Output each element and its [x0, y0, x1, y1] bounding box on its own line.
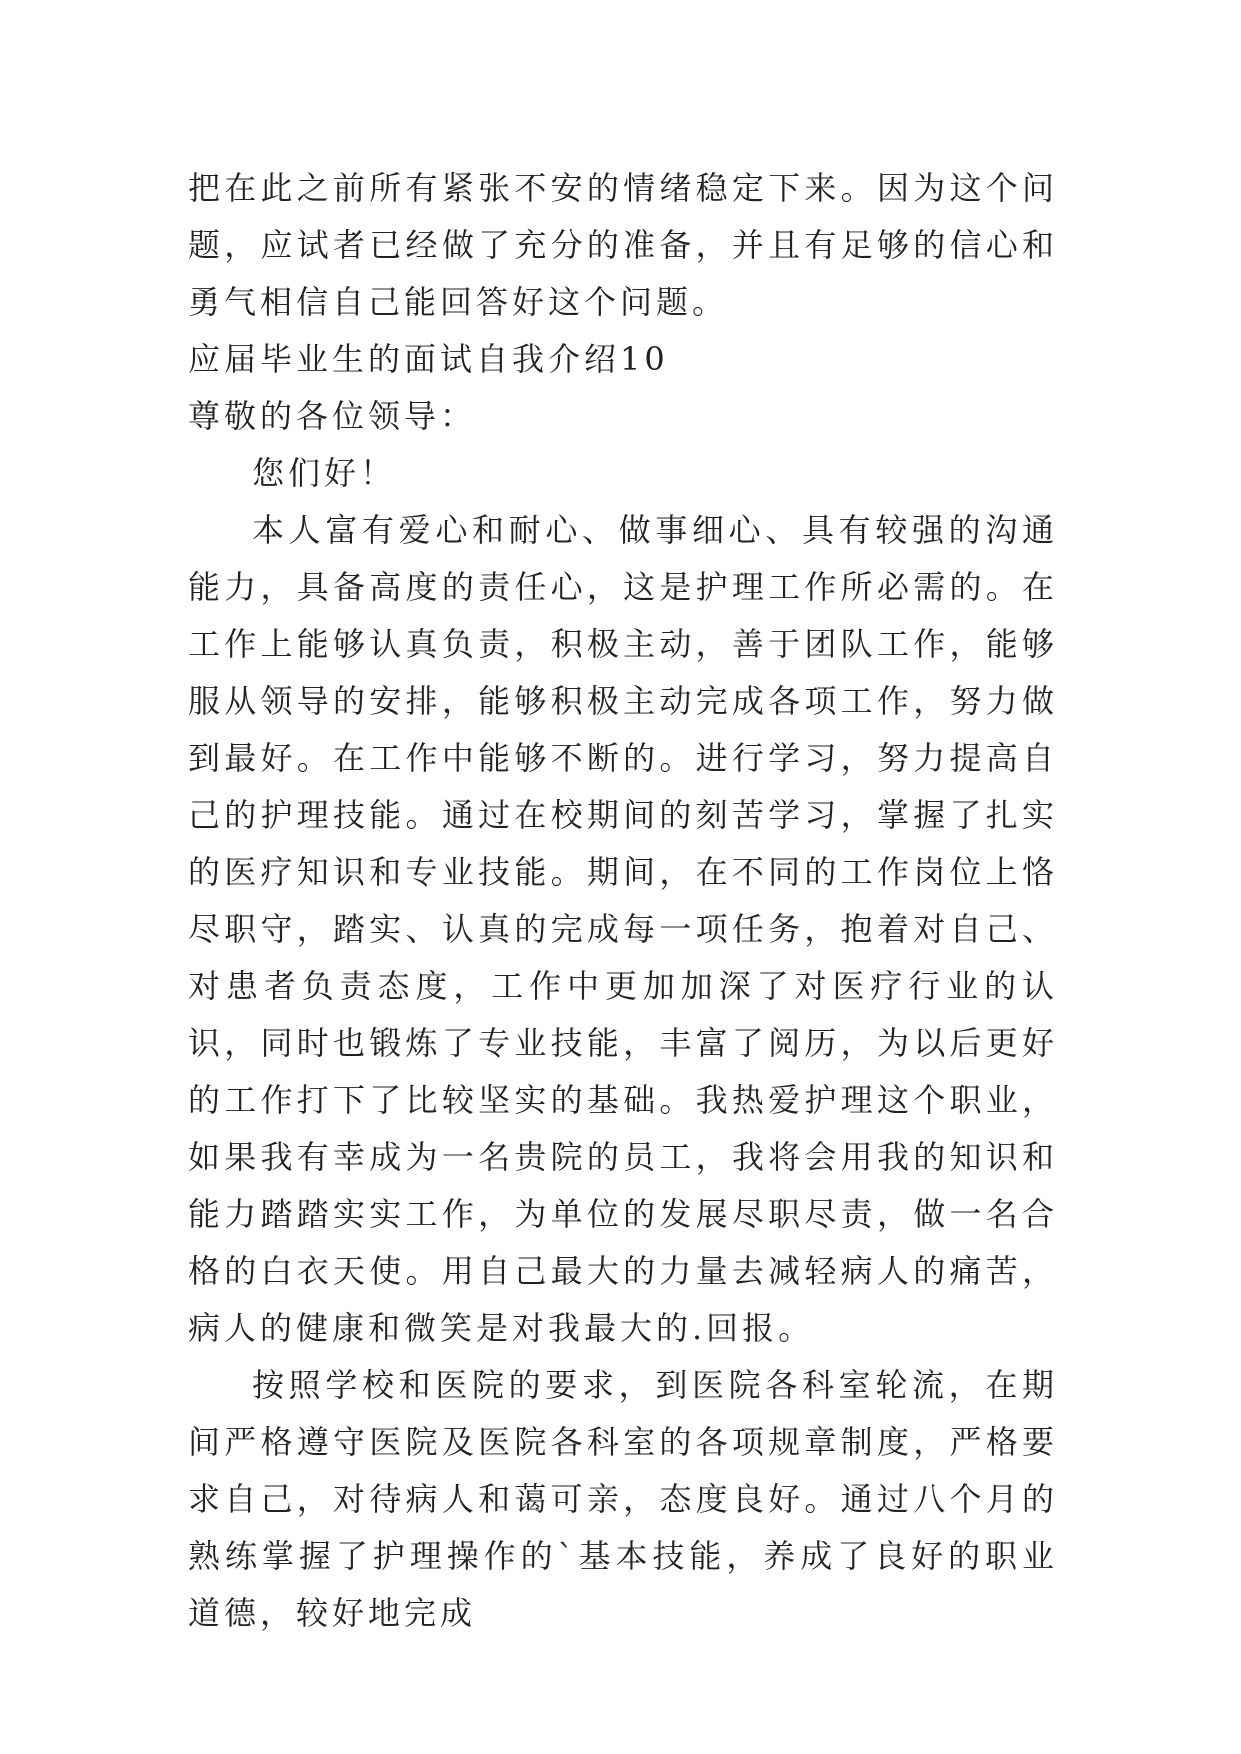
paragraph-self-introduction: 本人富有爱心和耐心、做事细心、具有较强的沟通能力，具备高度的责任心，这是护理工作所必需的。在工作上能够认真负责，积极主动，善于团队工作，能够服从领导的安排，能够积极主动完成各项工作，努力做到最好。在工作中能够不断的。进行学习，努力提高自己的护理技能。通过在校期间的刻苦学习，掌握了扎实的医疗知识和专业技能。期间，在不同的工作岗位上恪尽职守，踏实、认真的完成每一项任务，抱着对自己、对患者负责态度，工作中更加加深了对医疗行业的认识，同时也锻炼了专业技能，丰富了阅历，为以后更好的工作打下了比较坚实的基础。我热爱护理这个职业，如果我有幸成为一名贵院的员工，我将会用我的知识和能力踏踏实实工作，为单位的发展尽职尽责，做一名合格的白衣天使。用自己最大的力量去减轻病人的痛苦，病人的健康和微笑是对我最大的.回报。	[188, 511, 1058, 1347]
section-heading: 应届毕业生的面试自我介绍10	[188, 340, 669, 378]
greeting: 您们好！	[252, 454, 397, 492]
paragraph-closing-previous: 把在此之前所有紧张不安的情绪稳定下来。因为这个问题，应试者已经做了充分的准备，并且有足够的信心和勇气相信自己能回答好这个问题。	[188, 169, 1058, 321]
paragraph-internship: 按照学校和医院的要求，到医院各科室轮流，在期间严格遵守医院及医院各科室的各项规章制度，严格要求自己，对待病人和蔼可亲，态度良好。通过八个月的熟练掌握了护理操作的`基本技能，养成了良好的职业道德，较好地完成	[188, 1366, 1058, 1632]
document-body	[188, 160, 1058, 1642]
salutation: 尊敬的各位领导：	[188, 397, 477, 435]
